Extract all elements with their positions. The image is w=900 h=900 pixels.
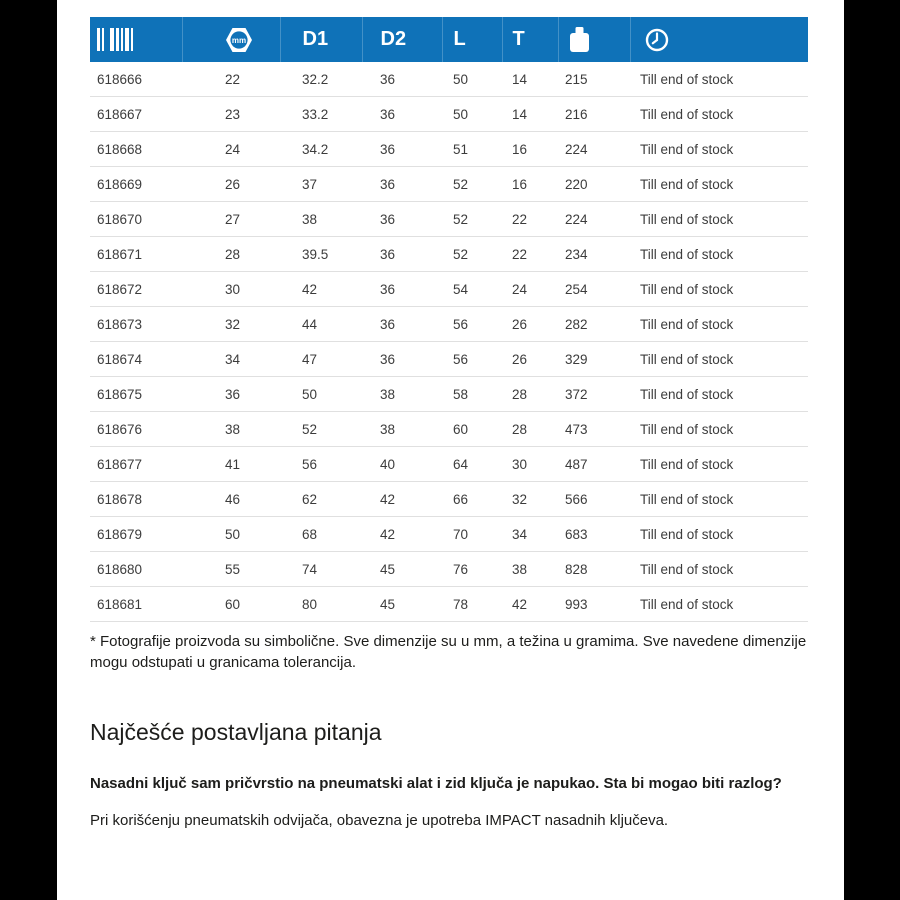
cell-availability: Till end of stock — [630, 447, 808, 482]
cell-size-mm: 23 — [182, 97, 280, 132]
cell-d2: 36 — [362, 237, 442, 272]
table-row — [90, 272, 808, 307]
cell-length: 50 — [442, 62, 502, 97]
hex-nut-mm-icon — [226, 27, 252, 53]
cell-t: 16 — [502, 167, 558, 202]
cell-availability: Till end of stock — [630, 272, 808, 307]
column-header-size-mm — [182, 17, 280, 62]
column-header-t — [502, 17, 558, 62]
cell-weight-g: 282 — [558, 307, 630, 342]
cell-size-mm: 46 — [182, 482, 280, 517]
cell-weight-g: 215 — [558, 62, 630, 97]
cell-d1: 52 — [280, 412, 362, 447]
cell-weight-g: 216 — [558, 97, 630, 132]
cell-availability: Till end of stock — [630, 552, 808, 587]
cell-length: 52 — [442, 237, 502, 272]
cell-d2: 42 — [362, 482, 442, 517]
cell-d2: 36 — [362, 132, 442, 167]
cell-availability: Till end of stock — [630, 587, 808, 622]
cell-length: 58 — [442, 377, 502, 412]
cell-code: 618676 — [90, 412, 182, 447]
cell-code: 618667 — [90, 97, 182, 132]
barcode-icon — [97, 28, 135, 51]
cell-d1: 33.2 — [280, 97, 362, 132]
clock-icon — [645, 28, 669, 52]
faq-answer: Pri korišćenju pneumatskih odvijača, obavezna je upotreba IMPACT nasadnih ključeva. — [90, 812, 669, 829]
column-header-availability — [630, 17, 808, 62]
cell-size-mm: 27 — [182, 202, 280, 237]
table-row — [90, 97, 808, 132]
cell-size-mm: 60 — [182, 587, 280, 622]
cell-weight-g: 683 — [558, 517, 630, 552]
cell-d2: 36 — [362, 272, 442, 307]
cell-code: 618679 — [90, 517, 182, 552]
cell-size-mm: 41 — [182, 447, 280, 482]
cell-size-mm: 55 — [182, 552, 280, 587]
cell-d2: 36 — [362, 62, 442, 97]
column-header-weight — [558, 17, 630, 62]
cell-code: 618673 — [90, 307, 182, 342]
cell-d2: 36 — [362, 167, 442, 202]
cell-code: 618668 — [90, 132, 182, 167]
cell-size-mm: 28 — [182, 237, 280, 272]
table-row — [90, 237, 808, 272]
cell-availability: Till end of stock — [630, 377, 808, 412]
cell-t: 14 — [502, 97, 558, 132]
table-row — [90, 587, 808, 622]
cell-length: 52 — [442, 167, 502, 202]
faq-section-title: Najčešće postavljana pitanja — [90, 719, 382, 745]
cell-code: 618680 — [90, 552, 182, 587]
cell-length: 54 — [442, 272, 502, 307]
cell-t: 16 — [502, 132, 558, 167]
cell-t: 26 — [502, 342, 558, 377]
cell-d1: 32.2 — [280, 62, 362, 97]
cell-code: 618669 — [90, 167, 182, 202]
cell-d2: 38 — [362, 377, 442, 412]
cell-size-mm: 32 — [182, 307, 280, 342]
cell-weight-g: 566 — [558, 482, 630, 517]
d1-label: D1 — [302, 28, 329, 50]
cell-d2: 38 — [362, 412, 442, 447]
cell-weight-g: 329 — [558, 342, 630, 377]
cell-size-mm: 22 — [182, 62, 280, 97]
cell-weight-g: 372 — [558, 377, 630, 412]
table-row — [90, 202, 808, 237]
cell-code: 618681 — [90, 587, 182, 622]
product-page-content — [57, 0, 844, 832]
cell-availability: Till end of stock — [630, 62, 808, 97]
cell-availability: Till end of stock — [630, 167, 808, 202]
cell-d1: 56 — [280, 447, 362, 482]
cell-length: 56 — [442, 342, 502, 377]
cell-code: 618671 — [90, 237, 182, 272]
cell-length: 66 — [442, 482, 502, 517]
t-label: T — [512, 28, 525, 50]
column-header-d1 — [280, 17, 362, 62]
cell-availability: Till end of stock — [630, 517, 808, 552]
cell-weight-g: 473 — [558, 412, 630, 447]
cell-length: 51 — [442, 132, 502, 167]
cell-weight-g: 828 — [558, 552, 630, 587]
cell-d1: 74 — [280, 552, 362, 587]
product-table-body — [90, 62, 808, 622]
cell-availability: Till end of stock — [630, 412, 808, 447]
cell-weight-g: 993 — [558, 587, 630, 622]
cell-t: 24 — [502, 272, 558, 307]
cell-size-mm: 38 — [182, 412, 280, 447]
cell-d1: 34.2 — [280, 132, 362, 167]
cell-availability: Till end of stock — [630, 97, 808, 132]
cell-d1: 42 — [280, 272, 362, 307]
cell-size-mm: 36 — [182, 377, 280, 412]
cell-weight-g: 487 — [558, 447, 630, 482]
cell-length: 50 — [442, 97, 502, 132]
cell-d1: 38 — [280, 202, 362, 237]
cell-t: 42 — [502, 587, 558, 622]
cell-t: 22 — [502, 237, 558, 272]
cell-t: 26 — [502, 307, 558, 342]
cell-code: 618678 — [90, 482, 182, 517]
cell-t: 32 — [502, 482, 558, 517]
l-label: L — [453, 28, 466, 50]
cell-weight-g: 224 — [558, 202, 630, 237]
table-row — [90, 62, 808, 97]
column-header-d2 — [362, 17, 442, 62]
cell-t: 22 — [502, 202, 558, 237]
cell-code: 618677 — [90, 447, 182, 482]
cell-t: 14 — [502, 62, 558, 97]
table-row — [90, 377, 808, 412]
cell-code: 618666 — [90, 62, 182, 97]
table-row — [90, 412, 808, 447]
cell-availability: Till end of stock — [630, 237, 808, 272]
cell-d2: 36 — [362, 97, 442, 132]
cell-length: 76 — [442, 552, 502, 587]
weight-icon — [570, 27, 589, 52]
cell-d1: 68 — [280, 517, 362, 552]
cell-code: 618670 — [90, 202, 182, 237]
cell-availability: Till end of stock — [630, 307, 808, 342]
cell-d2: 36 — [362, 202, 442, 237]
cell-length: 78 — [442, 587, 502, 622]
table-row — [90, 517, 808, 552]
dimensions-footnote: * Fotografije proizvoda su simbolične. Sve dimenzije su u mm, a težina u gramima. Sve navedene dimenzije mogu odstupati u granicama tolerancija. — [90, 633, 807, 671]
cell-availability: Till end of stock — [630, 202, 808, 237]
cell-d1: 50 — [280, 377, 362, 412]
product-spec-table — [90, 17, 808, 622]
table-row — [90, 307, 808, 342]
page-surface — [57, 0, 844, 900]
cell-availability: Till end of stock — [630, 482, 808, 517]
d2-label: D2 — [380, 28, 407, 50]
cell-d2: 45 — [362, 587, 442, 622]
table-row — [90, 132, 808, 167]
table-row — [90, 342, 808, 377]
cell-t: 28 — [502, 377, 558, 412]
cell-length: 60 — [442, 412, 502, 447]
cell-weight-g: 224 — [558, 132, 630, 167]
cell-d2: 40 — [362, 447, 442, 482]
table-row — [90, 447, 808, 482]
table-header-row — [90, 17, 808, 62]
cell-d1: 47 — [280, 342, 362, 377]
cell-weight-g: 220 — [558, 167, 630, 202]
table-row — [90, 552, 808, 587]
cell-availability: Till end of stock — [630, 342, 808, 377]
cell-d1: 80 — [280, 587, 362, 622]
cell-d2: 36 — [362, 342, 442, 377]
table-row — [90, 167, 808, 202]
cell-size-mm: 24 — [182, 132, 280, 167]
size-unit-label: mm — [231, 35, 246, 45]
cell-d1: 62 — [280, 482, 362, 517]
cell-code: 618672 — [90, 272, 182, 307]
cell-d1: 44 — [280, 307, 362, 342]
cell-t: 30 — [502, 447, 558, 482]
cell-d2: 42 — [362, 517, 442, 552]
cell-size-mm: 30 — [182, 272, 280, 307]
cell-size-mm: 34 — [182, 342, 280, 377]
faq-question: Nasadni ključ sam pričvrstio na pneumatski alat i zid ključa je napukao. Sta bi mogao biti razlog? — [90, 775, 782, 792]
cell-length: 52 — [442, 202, 502, 237]
column-header-code — [90, 17, 182, 62]
cell-code: 618674 — [90, 342, 182, 377]
table-row — [90, 482, 808, 517]
cell-length: 56 — [442, 307, 502, 342]
cell-length: 70 — [442, 517, 502, 552]
cell-d2: 36 — [362, 307, 442, 342]
cell-d1: 39.5 — [280, 237, 362, 272]
cell-availability: Till end of stock — [630, 132, 808, 167]
cell-weight-g: 234 — [558, 237, 630, 272]
cell-d1: 37 — [280, 167, 362, 202]
cell-size-mm: 50 — [182, 517, 280, 552]
cell-weight-g: 254 — [558, 272, 630, 307]
cell-length: 64 — [442, 447, 502, 482]
cell-size-mm: 26 — [182, 167, 280, 202]
cell-t: 34 — [502, 517, 558, 552]
cell-t: 28 — [502, 412, 558, 447]
cell-code: 618675 — [90, 377, 182, 412]
cell-d2: 45 — [362, 552, 442, 587]
column-header-length — [442, 17, 502, 62]
cell-t: 38 — [502, 552, 558, 587]
